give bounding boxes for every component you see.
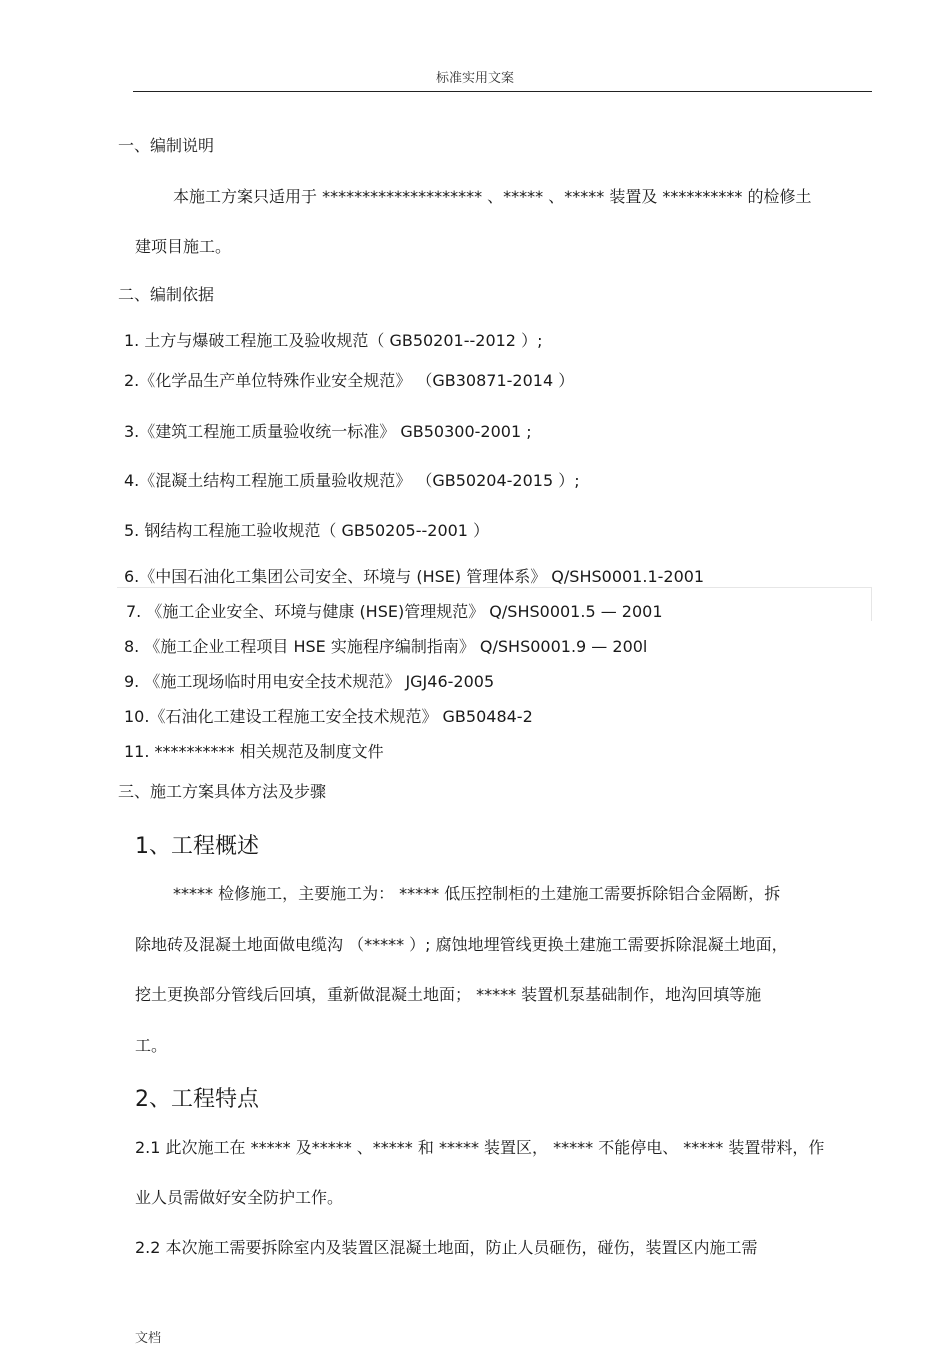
page-footer: 文档 xyxy=(135,1331,162,1346)
paragraph-line: 本施工方案只适用于 ******************** 、***** 、***** 装置及 ********** 的检修土 xyxy=(173,187,812,206)
header-rule xyxy=(133,91,872,92)
reference-item: 4.《混凝土结构工程施工质量验收规范》 （GB50204-2015 ）; xyxy=(124,471,580,490)
section-title-2: 二、编制依据 xyxy=(118,285,215,304)
paragraph-line: 2.2 本次施工需要拆除室内及装置区混凝土地面，防止人员砸伤，碰伤，装置区内施工需 xyxy=(135,1238,758,1257)
reference-item: 2.《化学品生产单位特殊作业安全规范》 （GB30871-2014 ） xyxy=(124,371,575,390)
subsection-title-2: 2、工程特点 xyxy=(135,1087,259,1112)
reference-item: 1. 土方与爆破工程施工及验收规范（ GB50201--2012 ）; xyxy=(124,331,543,350)
reference-item: 5. 钢结构工程施工验收规范（ GB50205--2001 ） xyxy=(124,521,490,540)
reference-item: 11. ********** 相关规范及制度文件 xyxy=(124,742,384,761)
section-title-1: 一、编制说明 xyxy=(118,136,215,155)
reference-item: 6.《中国石油化工集团公司安全、环境与 (HSE) 管理体系》 Q/SHS0001.1-2001 xyxy=(124,567,705,586)
paragraph-line: 工。 xyxy=(135,1036,168,1055)
paragraph-line: 除地砖及混凝土地面做电缆沟 （***** ）; 腐蚀地埋管线更换土建施工需要拆除混凝土地面， xyxy=(135,935,788,954)
reference-item: 7. 《施工企业安全、环境与健康 (HSE)管理规范》 Q/SHS0001.5 — 2001 xyxy=(126,602,663,621)
reference-item: 9. 《施工现场临时用电安全技术规范》 JGJ46-2005 xyxy=(124,672,495,691)
paragraph-line: 2.1 此次施工在 ***** 及***** 、***** 和 ***** 装置区， ***** 不能停电、 ***** 装置带料，作 xyxy=(135,1138,825,1157)
subsection-title-1: 1、工程概述 xyxy=(135,834,259,859)
section-title-3: 三、施工方案具体方法及步骤 xyxy=(118,782,327,801)
paragraph-line: ***** 检修施工，主要施工为： ***** 低压控制柜的土建施工需要拆除铝合金隔断，拆 xyxy=(173,884,781,903)
paragraph-line: 建项目施工。 xyxy=(135,237,232,256)
paragraph-line: 挖土更换部分管线后回填，重新做混凝土地面； ***** 装置机泵基础制作，地沟回填等施 xyxy=(135,985,762,1004)
page-header: 标准实用文案 xyxy=(435,71,514,86)
reference-item: 8. 《施工企业工程项目 HSE 实施程序编制指南》 Q/SHS0001.9 — 200l xyxy=(124,637,648,656)
reference-item: 3.《建筑工程施工质量验收统一标准》 GB50300-2001 ; xyxy=(124,422,532,441)
paragraph-line: 业人员需做好安全防护工作。 xyxy=(135,1188,344,1207)
reference-item: 10.《石油化工建设工程施工安全技术规范》 GB50484-2 xyxy=(124,707,533,726)
